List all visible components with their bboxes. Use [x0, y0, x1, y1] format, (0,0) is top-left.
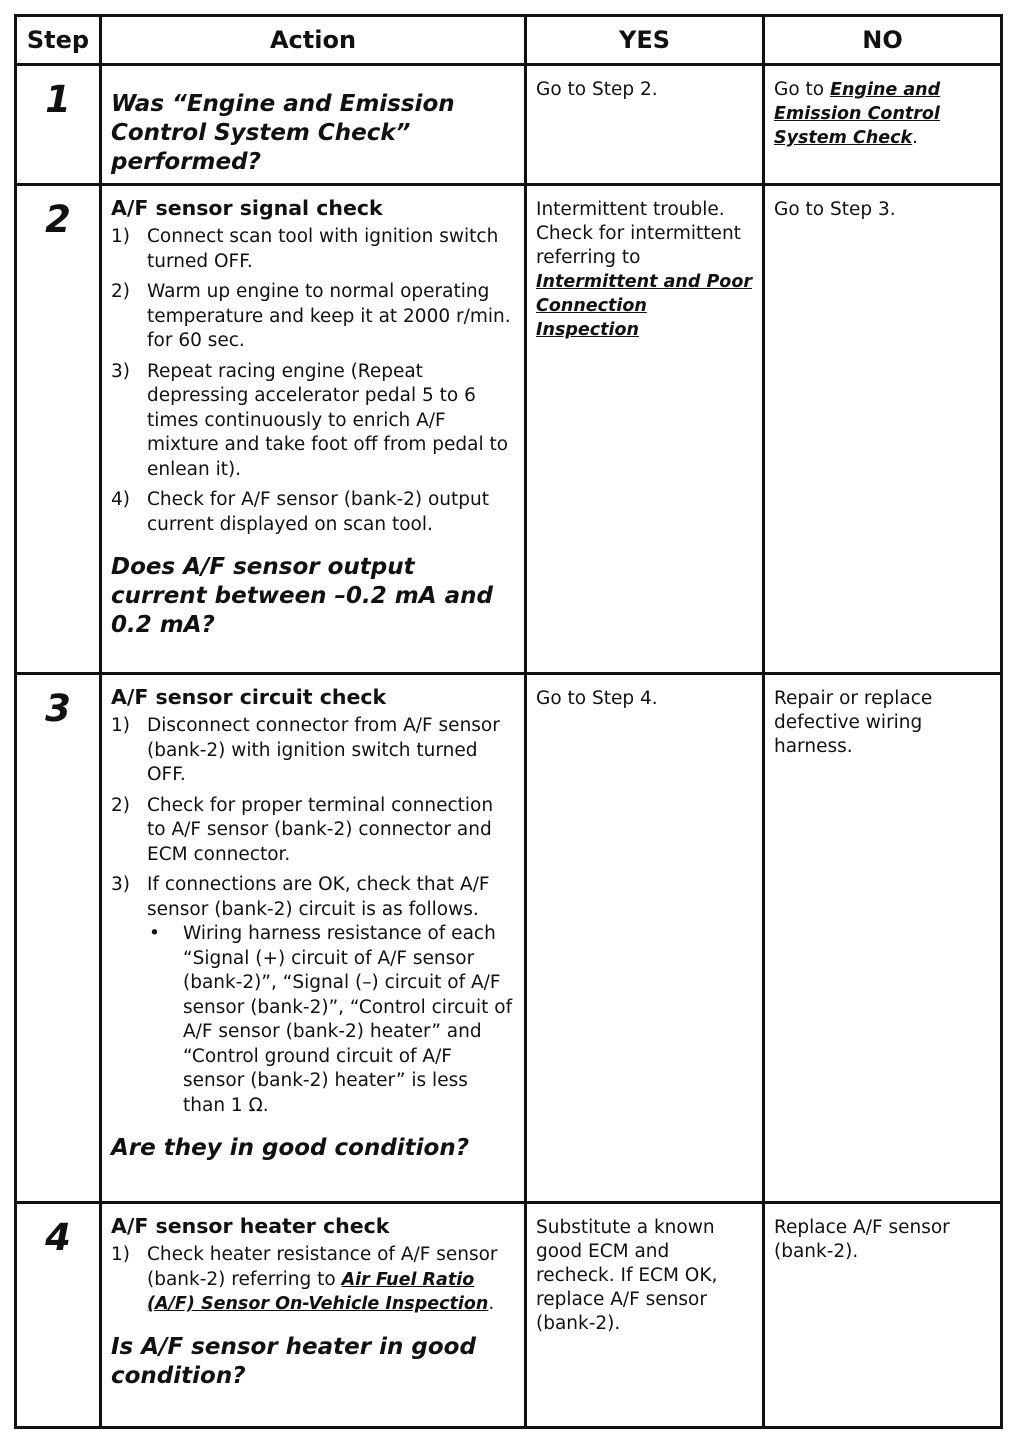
engine-emission-check-link[interactable]: Engine and Emission Control System Check	[774, 80, 941, 148]
action-cell	[101, 65, 526, 185]
no-text	[765, 66, 1000, 156]
step-title: A/F sensor heater check	[111, 1214, 390, 1238]
step-cell	[16, 185, 101, 674]
step-question: Does A/F sensor output current between –0.2 mA and 0.2 mA?	[111, 554, 493, 638]
list-item	[111, 1243, 514, 1317]
item-number: 1)	[111, 715, 130, 736]
list-item	[111, 794, 514, 868]
step-title: A/F sensor circuit check	[111, 685, 387, 709]
no-suffix: .	[912, 127, 919, 148]
no-text: Repair or replace defective wiring harness.	[774, 688, 933, 757]
table-row	[16, 185, 1002, 674]
item-text: If connections are OK, check that A/F sensor (bank-2) circuit is as follows.	[147, 874, 490, 920]
action-cell	[101, 185, 526, 674]
item-number: 2)	[111, 794, 130, 816]
step-number: 4	[45, 1216, 71, 1259]
item-number: 1)	[111, 1244, 130, 1265]
list-item	[111, 714, 514, 788]
header-row	[16, 16, 1002, 65]
sub-item-text: Wiring harness resistance of each “Signal (+) circuit of A/F sensor (bank-2)”, “Signal (–) circuit of A/F sensor (bank-2)”, “Control circuit of A/F sensor (bank-2) heater” and “Control ground circuit of A/F sensor (bank-2) heater” is less than 1 Ω.	[183, 923, 513, 1116]
yes-cell	[526, 1203, 764, 1428]
yes-text: Substitute a known good ECM and recheck. If ECM OK, replace A/F sensor (bank-2).	[536, 1217, 718, 1334]
yes-text: Go to Step 4.	[536, 688, 658, 709]
item-text: Connect scan tool with ignition switch turned OFF.	[147, 226, 499, 272]
table-row	[16, 1203, 1002, 1428]
sub-list-item	[147, 922, 514, 1118]
yes-text	[527, 186, 762, 348]
step-title: A/F sensor signal check	[111, 196, 383, 220]
item-number: 1)	[111, 226, 130, 247]
step-question: Are they in good condition?	[111, 1135, 470, 1161]
step-question: Is A/F sensor heater in good condition?	[111, 1333, 476, 1389]
item-text: Check heater resistance of A/F sensor (bank-2) referring to	[147, 1244, 498, 1290]
header-yes: YES	[526, 16, 764, 65]
header-no: NO	[764, 16, 1002, 65]
step-question: Was “Engine and Emission Control System Check” performed?	[111, 91, 455, 175]
step-number: 1	[45, 78, 71, 121]
action-cell	[101, 1203, 526, 1428]
list-item	[111, 873, 514, 1118]
step-number: 3	[45, 687, 71, 730]
sub-list	[147, 922, 514, 1118]
no-text: Go to Step 3.	[774, 199, 896, 220]
header-step: Step	[16, 16, 101, 65]
item-text: Disconnect connector from A/F sensor (bank-2) with ignition switch turned OFF.	[147, 715, 500, 785]
item-number: 2)	[111, 281, 130, 302]
no-cell	[764, 65, 1002, 185]
list-item	[111, 280, 514, 354]
no-cell	[764, 185, 1002, 674]
step-list	[111, 1243, 514, 1317]
diagnostic-table	[14, 14, 1003, 1429]
item-text: Check for A/F sensor (bank-2) output current displayed on scan tool.	[147, 489, 490, 535]
item-text: Warm up engine to normal operating temperature and keep it at 2000 r/min. for 60 sec.	[147, 281, 511, 351]
table-row	[16, 65, 1002, 185]
no-cell	[764, 674, 1002, 1203]
af-sensor-inspection-link[interactable]: Air Fuel Ratio (A/F) Sensor On-Vehicle Inspection	[147, 1269, 489, 1314]
step-cell	[16, 65, 101, 185]
no-text: Replace A/F sensor (bank-2).	[774, 1217, 950, 1262]
table-row	[16, 674, 1002, 1203]
header-action: Action	[101, 16, 526, 65]
step-cell	[16, 1203, 101, 1428]
step-list	[111, 714, 514, 1118]
action-cell	[101, 674, 526, 1203]
item-suffix: .	[488, 1293, 495, 1314]
step-number: 2	[45, 198, 71, 241]
yes-cell	[526, 65, 764, 185]
item-text: Check for proper terminal connection to A/F sensor (bank-2) connector and ECM connector.	[147, 794, 494, 865]
item-number: 3)	[111, 360, 130, 382]
yes-text: Go to Step 2.	[536, 79, 658, 100]
list-item	[111, 225, 514, 274]
list-item	[111, 360, 514, 483]
list-item	[111, 488, 514, 537]
step-list	[111, 225, 514, 537]
intermittent-inspection-link[interactable]: Intermittent and Poor Connection Inspection	[536, 272, 752, 340]
item-text: Repeat racing engine (Repeat depressing accelerator pedal 5 to 6 times continuously to enrich A/F mixture and take foot off from pedal to enlean it).	[147, 360, 509, 480]
no-cell	[764, 1203, 1002, 1428]
yes-prefix: Intermittent trouble. Check for intermittent referring to	[536, 199, 741, 268]
yes-cell	[526, 674, 764, 1203]
bullet-icon: •	[149, 923, 160, 944]
no-prefix: Go to	[774, 79, 830, 100]
item-number: 4)	[111, 489, 130, 510]
item-number: 3)	[111, 874, 130, 895]
yes-cell	[526, 185, 764, 674]
step-cell	[16, 674, 101, 1203]
